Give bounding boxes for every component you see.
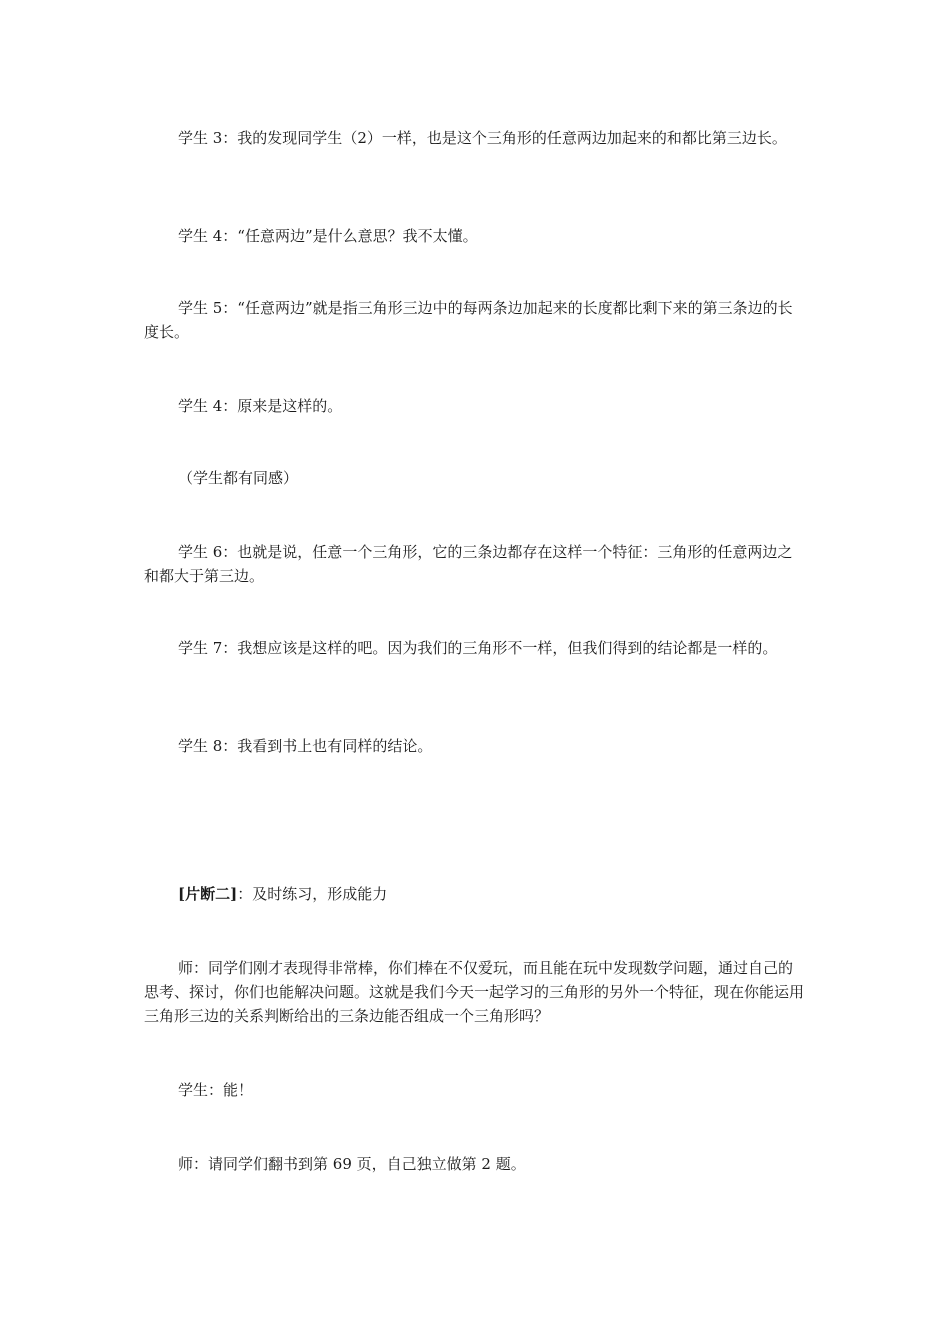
paragraph-student-7: 学生 7：我想应该是这样的吧。因为我们的三角形不一样，但我们得到的结论都是一样的。 (178, 639, 778, 657)
paragraph-student-4-reply: 学生 4：原来是这样的。 (178, 397, 343, 415)
section-heading (144, 882, 806, 906)
paragraph-student-answer: 学生：能！ (178, 1081, 254, 1099)
paragraph-student-3: 学生 3：我的发现同学生（2）一样，也是这个三角形的任意两边加起来的和都比第三边长。 (178, 129, 787, 147)
paragraph-student-4-question: 学生 4：“任意两边”是什么意思？我不太懂。 (178, 227, 478, 245)
paragraph-student-6: 学生 6：也就是说，任意一个三角形，它的三条边都存在这样一个特征：三角形的任意两边之和都大于第三边。 (144, 543, 793, 585)
paragraph-student-5: 学生 5：“任意两边”就是指三角形三边中的每两条边加起来的长度都比剩下来的第三条边的长度长。 (144, 299, 793, 341)
paragraph-students-agree: （学生都有同感） (178, 469, 299, 487)
section-title: ：及时练习，形成能力 (237, 885, 388, 903)
paragraph-teacher-instruction: 师：请同学们翻书到第 69 页，自己独立做第 2 题。 (178, 1155, 526, 1173)
section-label: [片断二] (178, 885, 238, 903)
paragraph-student-8: 学生 8：我看到书上也有同样的结论。 (178, 737, 433, 755)
paragraph-teacher-praise: 师：同学们刚才表现得非常棒，你们棒在不仅爱玩，而且能在玩中发现数学问题，通过自己的思考、探讨，你们也能解决问题。这就是我们今天一起学习的三角形的另外一个特征，现在你能运用三角形三边的关系判断给出的三条边能否组成一个三角形吗？ (144, 959, 805, 1025)
